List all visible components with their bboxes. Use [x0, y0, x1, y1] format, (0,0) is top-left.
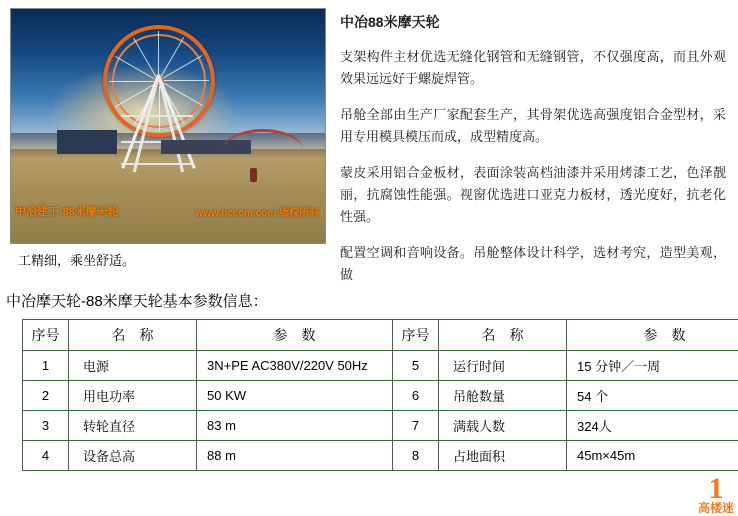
table-header-value-left: 参 数: [197, 320, 393, 351]
cell-index-left: 3: [23, 411, 69, 441]
cell-index-right: 8: [393, 441, 439, 471]
article-paragraph-2: 吊舱全部由生产厂家配套生产，其骨架优选高强度铝合金型材，采用专用模具模压而成，成型精度高。: [340, 107, 726, 144]
cell-index-right: 6: [393, 381, 439, 411]
cell-value-right: 15 分钟／一周: [567, 351, 738, 381]
site-watermark-text: 高楼迷: [697, 501, 734, 515]
spec-table: [22, 319, 738, 471]
cell-value-right: 324人: [567, 411, 738, 441]
article-paragraph-4: 配置空调和音响设备。吊舱整体设计科学，选材考究，造型美观，做: [340, 245, 726, 282]
building-cluster-left: [57, 130, 117, 154]
spec-section-title: 中冶摩天轮-88米摩天轮基本参数信息：: [6, 293, 268, 310]
ferris-wheel-photo: [10, 8, 326, 244]
table-row: [23, 441, 738, 471]
site-watermark: [698, 474, 734, 514]
article-body: [340, 8, 732, 286]
page-title: 中冶88米摩天轮: [340, 14, 440, 30]
table-header-row: [23, 320, 738, 351]
table-header-name-left: 名 称: [69, 320, 197, 351]
cell-index-right: 5: [393, 351, 439, 381]
cell-name-left: 用电功率: [69, 381, 197, 411]
cell-value-right: 54 个: [567, 381, 738, 411]
cell-name-right: 运行时间: [439, 351, 567, 381]
cell-name-left: 转轮直径: [69, 411, 197, 441]
cell-value-right: 45m×45m: [567, 441, 738, 471]
cell-index-left: 2: [23, 381, 69, 411]
wheel-support-legs: [97, 75, 221, 179]
cell-name-left: 设备总高: [69, 441, 197, 471]
table-header-name-right: 名 称: [439, 320, 567, 351]
photo-watermark-right: www.hcccm.com 版权所有: [195, 208, 319, 219]
table-header-index-left: 序号: [23, 320, 69, 351]
table-row: [23, 381, 738, 411]
table-row: [23, 411, 738, 441]
cell-value-left: 3N+PE AC380V/220V 50Hz: [197, 351, 393, 381]
person-silhouette: [250, 168, 257, 182]
table-row: [23, 351, 738, 381]
cell-index-left: 4: [23, 441, 69, 471]
cell-value-left: 50 KW: [197, 381, 393, 411]
table-header-value-right: 参 数: [567, 320, 738, 351]
table-header-index-right: 序号: [393, 320, 439, 351]
figure-caption: 工精细，乘坐舒适。: [18, 253, 136, 268]
cell-name-right: 吊舱数量: [439, 381, 567, 411]
photo-watermark-left: 中冶建工·88米摩天轮: [15, 206, 119, 218]
cell-name-left: 电源: [69, 351, 197, 381]
cell-value-left: 83 m: [197, 411, 393, 441]
site-watermark-number: 1: [708, 472, 724, 505]
cell-name-right: 满载人数: [439, 411, 567, 441]
article-paragraph-3: 蒙皮采用铝合金板材，表面涂装高档油漆并采用烤漆工艺，色泽靓丽，抗腐蚀性能强。视窗优选进口亚克力板材，透光度好，抗老化性强。: [340, 165, 726, 224]
spec-table-wrap: [0, 319, 738, 471]
cell-index-left: 1: [23, 351, 69, 381]
cell-name-right: 占地面积: [439, 441, 567, 471]
cell-value-left: 88 m: [197, 441, 393, 471]
article-paragraph-1: 支架构件主材优选无缝化钢管和无缝钢管，不仅强度高，而且外观效果远远好于螺旋焊管。: [340, 49, 726, 86]
cell-index-right: 7: [393, 411, 439, 441]
figure-block: [10, 8, 328, 270]
